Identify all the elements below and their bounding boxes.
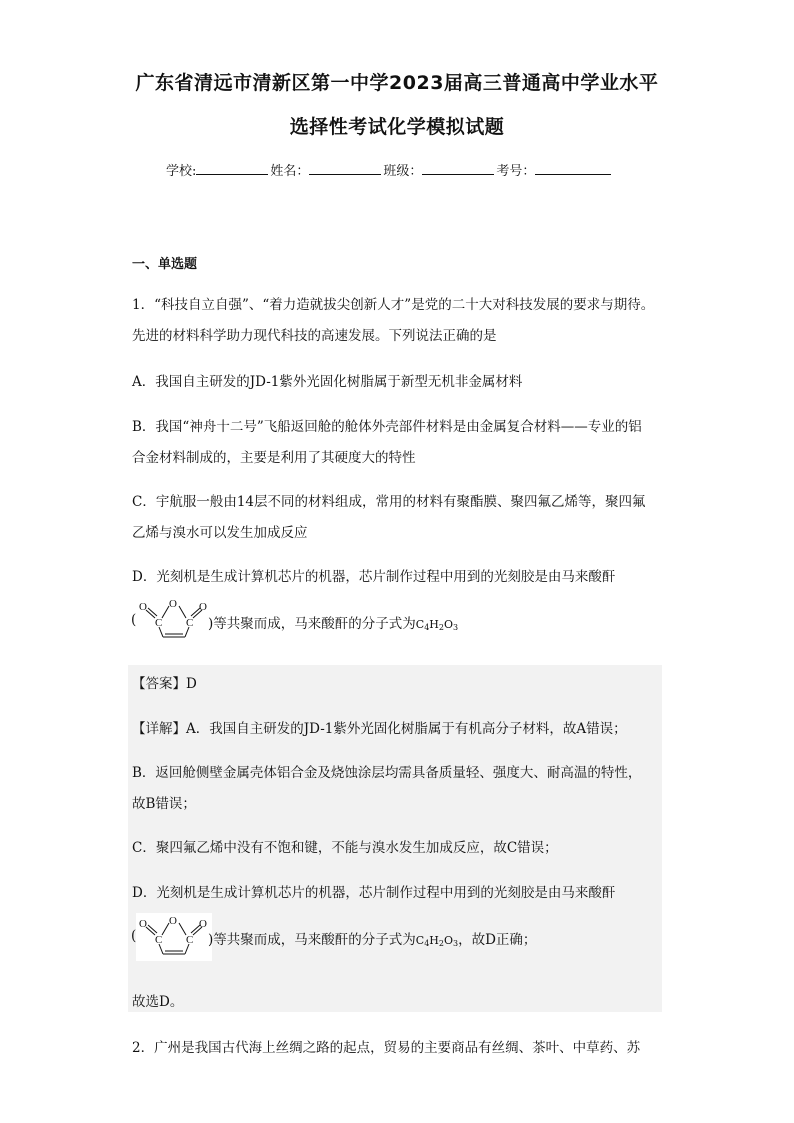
- q1-option-b-line2: 合金材料制成的，主要是利用了其硬度大的特性: [132, 450, 416, 466]
- class-blank[interactable]: [422, 162, 494, 175]
- answer-conclusion: 故选D。: [132, 994, 184, 1010]
- q2-stem-line1: 2．广州是我国古代海上丝绸之路的起点，贸易的主要商品有丝绸、茶叶、中草药、苏: [132, 1040, 641, 1056]
- q1-stem-line2: 先进的材料科学助力现代科技的高速发展。下列说法正确的是: [132, 328, 497, 344]
- number-label: 考号：: [496, 164, 536, 179]
- maleic-anhydride-formula-answer: $C_4H_2O_3$: [415, 934, 459, 948]
- atom-c-right: C: [186, 617, 194, 629]
- maleic-anhydride-structure-answer: [136, 913, 212, 961]
- q1-option-d-line1: D．光刻机是生成计算机芯片的机器，芯片制作过程中用到的光刻胶是由马来酸酐: [132, 569, 616, 585]
- q1-option-d-text: )等共聚而成，马来酸酐的分子式为: [208, 616, 416, 632]
- atom-o-left: O: [139, 601, 147, 613]
- number-blank[interactable]: [535, 162, 611, 175]
- school-blank[interactable]: [196, 162, 268, 175]
- name-label: 姓名：: [270, 164, 310, 179]
- atom-o-left: O: [139, 918, 147, 930]
- detail-d-open-paren: (: [131, 928, 137, 944]
- atom-c-right: C: [186, 934, 194, 946]
- q1-option-d-open-paren: (: [131, 612, 137, 628]
- student-info-row: [166, 160, 613, 179]
- q1-option-d-line2: [208, 612, 458, 632]
- detail-d-text: )等共聚而成，马来酸酐的分子式为: [208, 932, 416, 948]
- maleic-anhydride-svg: [136, 596, 212, 642]
- answer-label: 【答案】D: [132, 676, 197, 692]
- class-label: 班级：: [383, 164, 423, 179]
- detail-b-line1: B．返回舱侧壁金属壳体铝合金及烧蚀涂层均需具备质量轻、强度大、耐高温的特性，: [132, 765, 642, 781]
- q1-option-b-line1: B．我国“神舟十二号”飞船返回舱的舱体外壳部件材料是由金属复合材料——专业的铝: [132, 419, 642, 435]
- atom-c-left: C: [155, 617, 163, 629]
- document-title-line2: 选择性考试化学模拟试题: [289, 116, 505, 138]
- section-heading: 一、单选题: [132, 257, 198, 272]
- atom-c-left: C: [155, 934, 163, 946]
- detail-d-tail: ，故D正确；: [458, 932, 537, 948]
- q1-option-c-line1: C．宇航服一般由14层不同的材料组成，常用的材料有聚酯膜、聚四氟乙烯等，聚四氟: [132, 494, 646, 510]
- detail-c: C．聚四氟乙烯中没有不饱和键，不能与溴水发生加成反应，故C错误；: [132, 840, 558, 856]
- detail-d-line2: [208, 928, 536, 948]
- q1-option-a: A．我国自主研发的JD-1紫外光固化树脂属于新型无机非金属材料: [132, 374, 523, 390]
- atom-o-ring: O: [169, 915, 177, 927]
- detail-d-line1: D．光刻机是生成计算机芯片的机器，芯片制作过程中用到的光刻胶是由马来酸酐: [132, 885, 616, 901]
- atom-o-right: O: [199, 918, 207, 930]
- name-blank[interactable]: [309, 162, 381, 175]
- maleic-anhydride-svg-answer: [136, 913, 212, 959]
- detail-b-line2: 故B错误；: [132, 796, 196, 812]
- q1-option-c-line2: 乙烯与溴水可以发生加成反应: [132, 525, 308, 541]
- maleic-anhydride-formula: $C_4H_2O_3$: [415, 618, 459, 632]
- detail-a: 【详解】A．我国自主研发的JD-1紫外光固化树脂属于有机高分子材料，故A错误；: [132, 721, 627, 737]
- atom-o-ring: O: [169, 598, 177, 610]
- school-label: 学校:: [166, 164, 197, 179]
- atom-o-right: O: [199, 601, 207, 613]
- q1-stem-line1: 1．“科技自立自强”、“着力造就拔尖创新人才”是党的二十大对科技发展的要求与期待。: [132, 297, 655, 313]
- document-title-line1: 广东省清远市清新区第一中学2023届高三普通高中学业水平: [135, 72, 659, 94]
- maleic-anhydride-structure: [136, 596, 212, 642]
